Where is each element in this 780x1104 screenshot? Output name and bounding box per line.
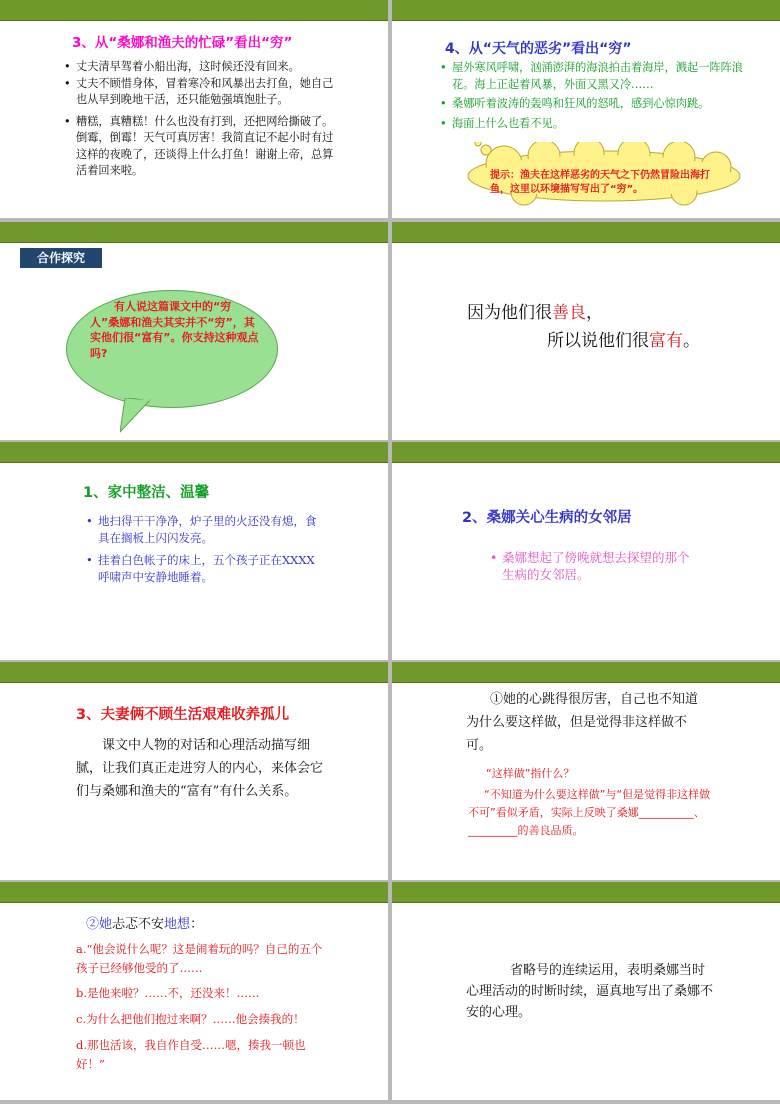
- slide-header-bar: [0, 662, 388, 682]
- answer-text: 所以说他们很: [547, 331, 649, 351]
- answer-text: ，: [586, 303, 603, 323]
- list-item: a.“他会说什么呢？这是闹着玩的吗？自己的五个孩子已经够他受的了……: [76, 942, 323, 975]
- slide-title: [86, 913, 203, 932]
- slide-header-bar: [392, 662, 780, 682]
- slide-header-bar: [0, 222, 388, 242]
- section-tag: [20, 248, 102, 268]
- title-part: ：: [190, 917, 204, 932]
- bubble-text: 有人说这篇课文中的“穷人”桑娜和渔夫其实并不“穷”，其实他们很“富有”。你支持这种观点吗?: [90, 300, 259, 360]
- list-item: • 屋外寒风呼啸，汹涌澎湃的海浪拍击着海岸，溅起一阵阵浪花。海上正起着风暴，外面又黑又冷……: [440, 60, 758, 93]
- slide-3: [0, 222, 388, 440]
- slide-5: [0, 442, 388, 660]
- slide-header-bar: [392, 222, 780, 242]
- bullet-list: [490, 549, 695, 583]
- list-item: • 桑娜听着波涛的轰鸣和狂风的怒吼，感到心惊肉跳。: [440, 96, 758, 113]
- answer-line-1: [467, 298, 603, 323]
- list-item: c.为什么把他们抱过来啊？……他会揍我的！: [76, 1012, 305, 1026]
- list-item: • 丈夫不顾惜身体，冒着寒冷和风暴出去打鱼，她自己也从早到晚地干活，还只能勉强填饱肚子。: [64, 76, 336, 109]
- slide-7: [0, 662, 388, 880]
- answer-text: 。: [683, 331, 700, 351]
- answer-highlight: 富有: [649, 331, 683, 351]
- answer-text: 因为他们很: [467, 303, 552, 323]
- list-item: b.是他来啦？……不，还没来！……: [76, 986, 260, 1000]
- section-tag-label: 合作探究: [36, 251, 85, 265]
- list-item: • 糟糕，真糟糕！什么也没有打到，还把网给撕破了。倒霉，倒霉！天气可真厉害！我简直记不起小时有过这样的夜晚了，还谈得上什么打鱼！谢谢上帝，总算活着回来啦。: [64, 114, 336, 180]
- speech-bubble-tail: [120, 398, 160, 434]
- answer-line-2: [547, 326, 700, 351]
- slide-header-bar: [392, 882, 780, 902]
- title-part: ②: [86, 917, 100, 932]
- slide-title: 3、从“桑娜和渔夫的忙碌”看出“穷”: [72, 35, 293, 51]
- slide-header-bar: [392, 442, 780, 462]
- slide-header-bar: [0, 882, 388, 902]
- slide-title: 2、桑娜关心生病的女邻居: [462, 510, 632, 526]
- bullet-list: [440, 60, 758, 132]
- slide-title: 4、从“天气的恶劣”看出“穷”: [445, 41, 632, 57]
- slide-header-bar: [0, 0, 388, 20]
- thoughts-list: [76, 940, 330, 1074]
- question-1: “这样做”指什么？: [486, 767, 575, 780]
- list-item: • 海面上什么也看不见。: [440, 116, 758, 133]
- slide-1: [0, 0, 388, 218]
- quote-text: ①她的心跳得很厉害，自己也不知道为什么要这样做，但是觉得非这样做不可。: [466, 692, 699, 753]
- slide-9: [0, 882, 388, 1100]
- hint-text: 提示：渔夫在这样恶劣的天气之下仍然冒险出海打鱼，这里以环境描写写出了“穷”。: [490, 170, 710, 195]
- list-item: • 桑娜想起了傍晚就想去探望的那个生病的女邻居。: [490, 549, 695, 583]
- body-text: 课文中人物的对话和心理活动描写细腻，让我们真正走进穷人的内心，来体会它们与桑娜和渔夫的“富有”有什么关系。: [76, 738, 324, 799]
- slide-title: 1、家中整洁、温馨: [83, 485, 210, 501]
- list-item: • 地扫得干干净净，炉子里的火还没有熄，食具在搁板上闪闪发亮。: [86, 513, 326, 546]
- slide-6: [392, 442, 780, 660]
- bullet-list: [86, 513, 326, 585]
- slide-8: [392, 662, 780, 880]
- slide-2: [392, 0, 780, 218]
- list-item: d.那也活该，我自作自受……嗯，揍我一顿也好！”: [76, 1038, 306, 1071]
- bullet-list: [64, 59, 336, 180]
- slide-header-bar: [392, 0, 780, 20]
- answer-highlight: 善良: [552, 303, 586, 323]
- title-part: 她: [99, 917, 113, 932]
- body-text: 省略号的连续运用，表明桑娜当时心理活动的时断时续，逼真地写出了桑娜不安的心理。: [466, 963, 714, 1020]
- question-2: “不知道为什么要这样做”与“但是觉得非这样做不可”看似矛盾，实际上反映了桑娜__________、_________的善良品质。: [468, 788, 711, 837]
- slide-header-bar: [0, 442, 388, 462]
- title-part: 地想: [164, 917, 191, 932]
- list-item: • 挂着白色帐子的床上，五个孩子正在XXXX呼啸声中安静地睡着。: [86, 552, 326, 585]
- slide-10: [392, 882, 780, 1100]
- list-item: • 丈夫清早驾着小船出海，这时候还没有回来。: [64, 59, 336, 76]
- title-part: 忐忑不安: [112, 917, 165, 932]
- slide-4: [392, 222, 780, 440]
- slide-title: 3、夫妻俩不顾生活艰难收养孤儿: [76, 707, 290, 723]
